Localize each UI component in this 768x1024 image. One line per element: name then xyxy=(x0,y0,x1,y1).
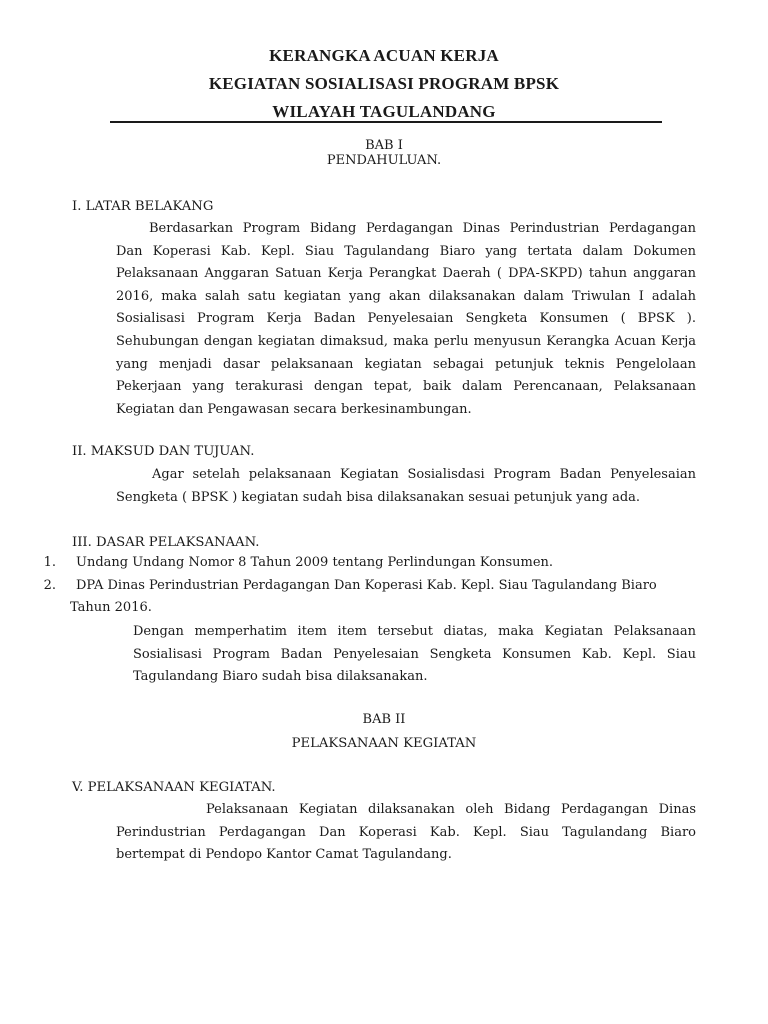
section-1-line: Pekerjaan yang terakurasi dengan tepat, baik dalam Perencanaan, Pelaksanaan xyxy=(116,379,696,395)
bab-2-number: BAB II xyxy=(362,712,406,727)
section-2-line: Agar setelah pelaksanaan Kegiatan Sosialisdasi Program Badan Penyelesaian xyxy=(152,467,696,482)
section-3-line: Dengan memperhatim item item tersebut diatas, maka Kegiatan Pelaksanaan xyxy=(133,624,696,639)
document-title-line-3: WILAYAH TAGULANDANG xyxy=(272,102,496,121)
section-1-line: Kegiatan dan Pengawasan secara berkesinambungan. xyxy=(116,401,472,417)
title-divider xyxy=(110,121,662,123)
section-5-line: bertempat di Pendopo Kantor Camat Tagulandang. xyxy=(116,847,452,863)
section-2-heading: II. MAKSUD DAN TUJUAN. xyxy=(72,444,255,459)
section-1-line: 2016, maka salah satu kegiatan yang akan dilaksanakan dalam Triwulan I adalah xyxy=(116,288,696,304)
section-1-paragraph xyxy=(116,218,696,421)
section-5-line: Perindustrian Perdagangan Dan Koperasi Kab. Kepl. Siau Tagulandang Biaro xyxy=(116,824,696,840)
section-1-line: yang menjadi dasar pelaksanaan kegiatan sebagai petunjuk teknis Pengelolaan xyxy=(116,356,696,372)
section-1-line: Pelaksanaan Anggaran Satuan Kerja Perangkat Daerah ( DPA-SKPD) tahun anggaran xyxy=(116,266,696,282)
list-item-number: 2. xyxy=(43,578,56,593)
list-item-text: Undang Undang Nomor 8 Tahun 2009 tentang Perlindungan Konsumen. xyxy=(76,555,554,570)
section-1-line: Dan Koperasi Kab. Kepl. Siau Tagulandang Biaro yang tertata dalam Dokumen xyxy=(116,243,696,259)
document-title-line-2: KEGIATAN SOSIALISASI PROGRAM BPSK xyxy=(208,74,560,93)
list-item-continuation: Tahun 2016. xyxy=(70,600,152,615)
section-5-paragraph xyxy=(116,799,696,867)
section-3-line: Sosialisasi Program Badan Penyelesaian Sengketa Konsumen Kab. Kepl. Siau xyxy=(133,646,696,662)
section-2-line: Sengketa ( BPSK ) kegiatan sudah bisa dilaksanakan sesuai petunjuk yang ada. xyxy=(116,489,641,505)
list-item-number: 1. xyxy=(43,555,56,570)
section-1-line: Berdasarkan Program Bidang Perdagangan Dinas Perindustrian Perdagangan xyxy=(149,221,696,236)
section-3-line: Tagulandang Biaro sudah bisa dilaksanakan. xyxy=(133,669,428,685)
document-title-line-1: KERANGKA ACUAN KERJA xyxy=(269,46,499,65)
section-5-line: Pelaksanaan Kegiatan dilaksanakan oleh Bidang Perdagangan Dinas xyxy=(206,802,696,817)
section-5-heading: V. PELAKSANAAN KEGIATAN. xyxy=(72,780,276,795)
bab-2-title: PELAKSANAAN KEGIATAN xyxy=(291,736,477,751)
section-2-paragraph xyxy=(116,464,696,509)
section-1-line: Sehubungan dengan kegiatan dimaksud, maka perlu menyusun Kerangka Acuan Kerja xyxy=(116,333,696,349)
bab-1-title: PENDAHULUAN. xyxy=(326,153,442,168)
section-3-closing-paragraph xyxy=(133,621,696,689)
list-item-text: DPA Dinas Perindustrian Perdagangan Dan Koperasi Kab. Kepl. Siau Tagulandang Biaro xyxy=(76,578,657,593)
bab-1-number: BAB I xyxy=(365,138,403,153)
section-1-heading: I. LATAR BELAKANG xyxy=(72,199,214,214)
section-3-heading: III. DASAR PELAKSANAAN. xyxy=(72,535,260,550)
section-1-line: Sosialisasi Program Kerja Badan Penyelesaian Sengketa Konsumen ( BPSK ). xyxy=(116,311,696,327)
